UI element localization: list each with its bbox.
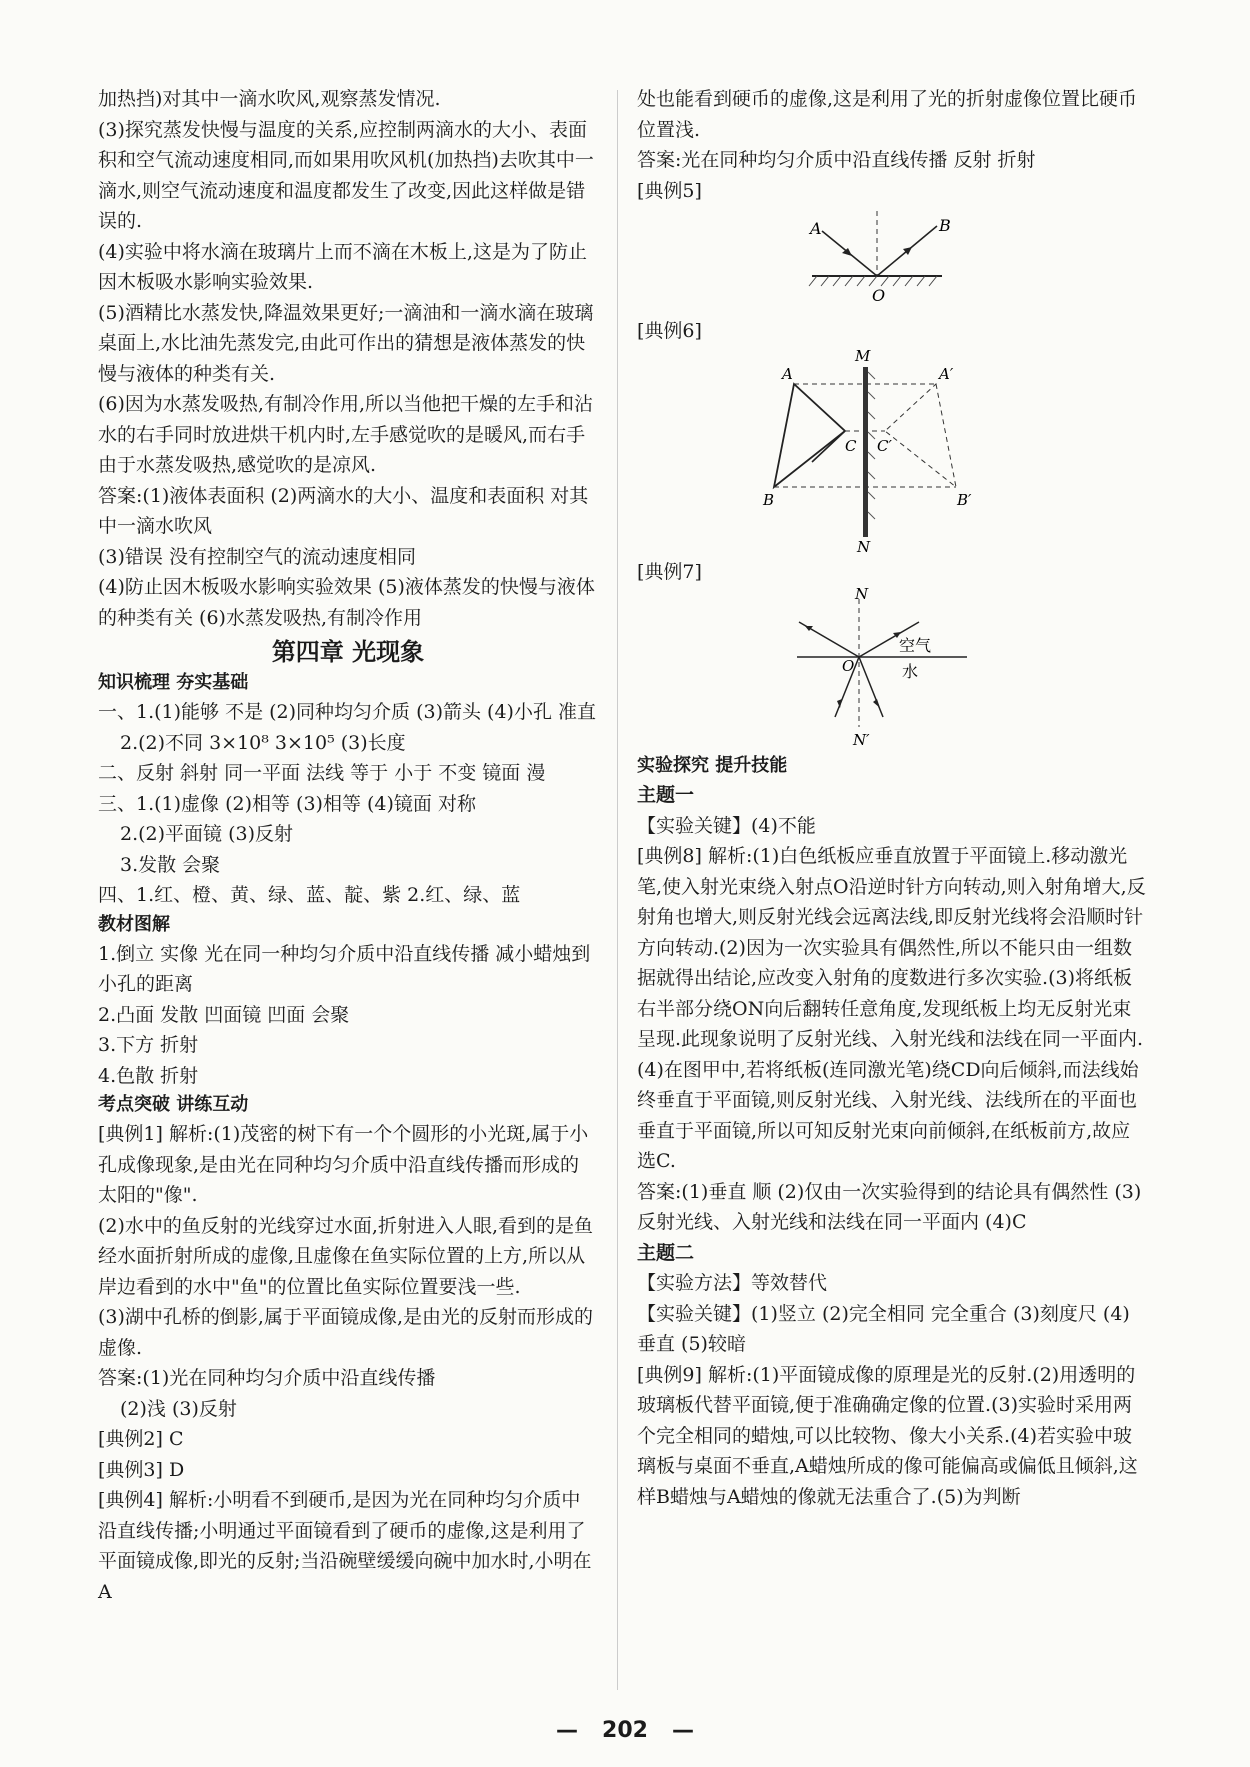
text-line: 四、1.红、橙、黄、绿、蓝、靛、紫 2.红、绿、蓝: [98, 884, 521, 906]
label-A-prime: A′: [939, 364, 954, 383]
figure-reflection: [637, 206, 1147, 316]
example-line: [典例3] D: [98, 1458, 185, 1481]
label-M: M: [855, 346, 871, 365]
example-label: [典例5]: [637, 179, 702, 202]
figure-refraction: [637, 587, 1147, 752]
answer-paragraph: 答案:光在同种均匀介质中沿直线传播 反射 折射: [637, 149, 1036, 171]
example-label: [典例7]: [637, 560, 702, 583]
paragraph: (4)实验中将水滴在玻璃片上而不滴在木板上,这是为了防止因木板吸水影响实验效果.: [98, 240, 587, 293]
text-line: 3.发散 会聚: [120, 853, 221, 876]
section-heading: 实验探究 提升技能: [637, 755, 788, 776]
text-line: 2.(2)平面镜 (3)反射: [120, 823, 293, 845]
answer-paragraph: (2)浅 (3)反射: [120, 1397, 237, 1420]
example-paragraph: [典例8] 解析:(1)白色纸板应垂直放置于平面镜上.移动激光笔,使入射光束绕入射点O沿逆时针方向转动,则入射角增大,反射角也增大,则反射光线会远离法线,即反射光线将会沿顺时针方向转动.(2)因为一次实验具有偶然性,所以不能只由一组数据就得出结论,应改变入射角的度数进行多次实验.(3)将纸板右半部分绕ON向后翻转任意角度,发现纸板上均无反射光束呈现.此现象说明了反射光线、入射光线和法线在同一平面内.(4)在图甲中,若将纸板(连同激光笔)绕CD向后倾斜,而法线始终垂直于平面镜,则反射光线、入射光线、法线所在的平面也垂直于平面镜,所以可知反射光束向前倾斜,在纸板前方,故应选C.: [637, 845, 1146, 1172]
label-water: 水: [902, 662, 919, 681]
paragraph: (5)酒精比水蒸发快,降温效果更好;一滴油和一滴水滴在玻璃桌面上,水比油先蒸发完,由此可作出的猜想是液体蒸发的快慢与液体的种类有关.: [98, 301, 594, 385]
page-number: — 202 —: [556, 1718, 694, 1743]
chapter-title: 第四章 光现象: [271, 637, 425, 666]
text-line: 1.倒立 实像 光在同一种均匀介质中沿直线传播 减小蜡烛到小孔的距离: [98, 942, 591, 995]
left-column: [98, 84, 598, 1607]
text-line: 2.(2)不同 3×10⁸ 3×10⁵ (3)长度: [120, 731, 406, 754]
column-divider: [617, 90, 618, 1690]
text-line: 3.下方 折射: [98, 1034, 199, 1056]
text-line: 一、1.(1)能够 不是 (2)同种均匀介质 (3)箭头 (4)小孔 准直: [98, 701, 596, 723]
label-O: O: [872, 286, 886, 305]
text-line: 4.色散 折射: [98, 1064, 199, 1087]
section-heading: 考点突破 讲练互动: [98, 1094, 249, 1115]
answer-paragraph: 答案:(1)垂直 顺 (2)仅由一次实验得到的结论具有偶然性 (3)反射光线、入射光线和法线在同一平面内 (4)C: [637, 1180, 1142, 1233]
text-line: 2.凸面 发散 凹面镜 凹面 会聚: [98, 1003, 350, 1026]
label-C-prime: C′: [877, 436, 892, 455]
text-line: 【实验关键】(4)不能: [637, 814, 816, 837]
paragraph: 处也能看到硬币的虚像,这是利用了光的折射虚像位置比硬币位置浅.: [637, 88, 1138, 141]
section-heading: 教材图解: [98, 913, 170, 935]
label-B-prime: B′: [957, 490, 972, 509]
paragraph: (3)探究蒸发快慢与温度的关系,应控制两滴水的大小、表面积和空气流动速度相同,而如果用吹风机(加热挡)去吹其中一滴水,则空气流动速度和温度都发生了改变,因此这样做是错误的.: [98, 118, 594, 232]
label-A: A: [810, 219, 822, 238]
label-N-prime: N′: [853, 731, 870, 749]
right-column: [637, 84, 1147, 1512]
answer-paragraph: (4)防止因木板吸水影响实验效果 (5)液体蒸发的快慢与液体的种类有关 (6)水蒸发吸热,有制冷作用: [98, 576, 595, 629]
paragraph: (3)湖中孔桥的倒影,属于平面镜成像,是由光的反射而形成的虚像.: [98, 1306, 593, 1359]
example-paragraph: [典例4] 解析:小明看不到硬币,是因为光在同种均匀介质中沿直线传播;小明通过平面镜看到了硬币的虚像,这是利用了平面镜成像,即光的反射;当沿碗壁缓缓向碗中加水时,小明在A: [98, 1489, 592, 1603]
text-line: 【实验关键】(1)竖立 (2)完全相同 完全重合 (3)刻度尺 (4)垂直 (5)较暗: [637, 1302, 1130, 1355]
paragraph: (2)水中的鱼反射的光线穿过水面,折射进入人眼,看到的是鱼经水面折射所成的虚像,且虚像在鱼实际位置的上方,所以从岸边看到的水中"鱼"的位置比鱼实际位置要浅一些.: [98, 1214, 593, 1298]
example-label: [典例6]: [637, 320, 702, 342]
answer-paragraph: (3)错误 没有控制空气的流动速度相同: [98, 545, 416, 568]
example-paragraph: [典例9] 解析:(1)平面镜成像的原理是光的反射.(2)用透明的玻璃板代替平面镜,便于准确确定像的位置.(3)实验时采用两个完全相同的蜡烛,可以比较物、像大小关系.(4)若实验中玻璃板与桌面不垂直,A蜡烛所成的像可能偏高或偏低且倾斜,这样B蜡烛与A蜡烛的像就无法重合了.(5)为判断: [637, 1363, 1138, 1508]
answer-paragraph: 答案:(1)光在同种均匀介质中沿直线传播: [98, 1367, 436, 1389]
topic-heading: 主题一: [637, 784, 695, 806]
label-C: C: [845, 436, 857, 455]
label-B: B: [939, 216, 951, 235]
example-line: [典例2] C: [98, 1428, 184, 1450]
topic-heading: 主题二: [637, 1241, 695, 1264]
paragraph: (6)因为水蒸发吸热,有制冷作用,所以当他把干燥的左手和沾水的右手同时放进烘干机内时,左手感觉吹的是暖风,而右手由于水蒸发吸热,感觉吹的是凉风.: [98, 393, 593, 476]
text-line: 【实验方法】等效替代: [637, 1272, 828, 1294]
text-line: 加热挡)对其中一滴水吹风,观察蒸发情况.: [98, 88, 441, 110]
label-O: O: [842, 657, 855, 675]
figure-plane-mirror-image: [637, 347, 1147, 557]
label-N: N: [857, 537, 871, 556]
label-B: B: [763, 490, 775, 509]
example-paragraph: [典例1] 解析:(1)茂密的树下有一个个圆形的小光斑,属于小孔成像现象,是由光在同种均匀介质中沿直线传播而形成的太阳的"像".: [98, 1123, 589, 1206]
text-line: 三、1.(1)虚像 (2)相等 (3)相等 (4)镜面 对称: [98, 792, 476, 815]
label-air: 空气: [899, 636, 932, 655]
page-number-value: 202: [602, 1718, 648, 1743]
answer-paragraph: 答案:(1)液体表面积 (2)两滴水的大小、温度和表面积 对其中一滴水吹风: [98, 484, 589, 537]
section-heading: 知识梳理 夯实基础: [98, 672, 249, 693]
label-A: A: [782, 364, 793, 383]
label-N: N: [855, 587, 869, 603]
text-line: 二、反射 斜射 同一平面 法线 等于 小于 不变 镜面 漫: [98, 762, 546, 784]
